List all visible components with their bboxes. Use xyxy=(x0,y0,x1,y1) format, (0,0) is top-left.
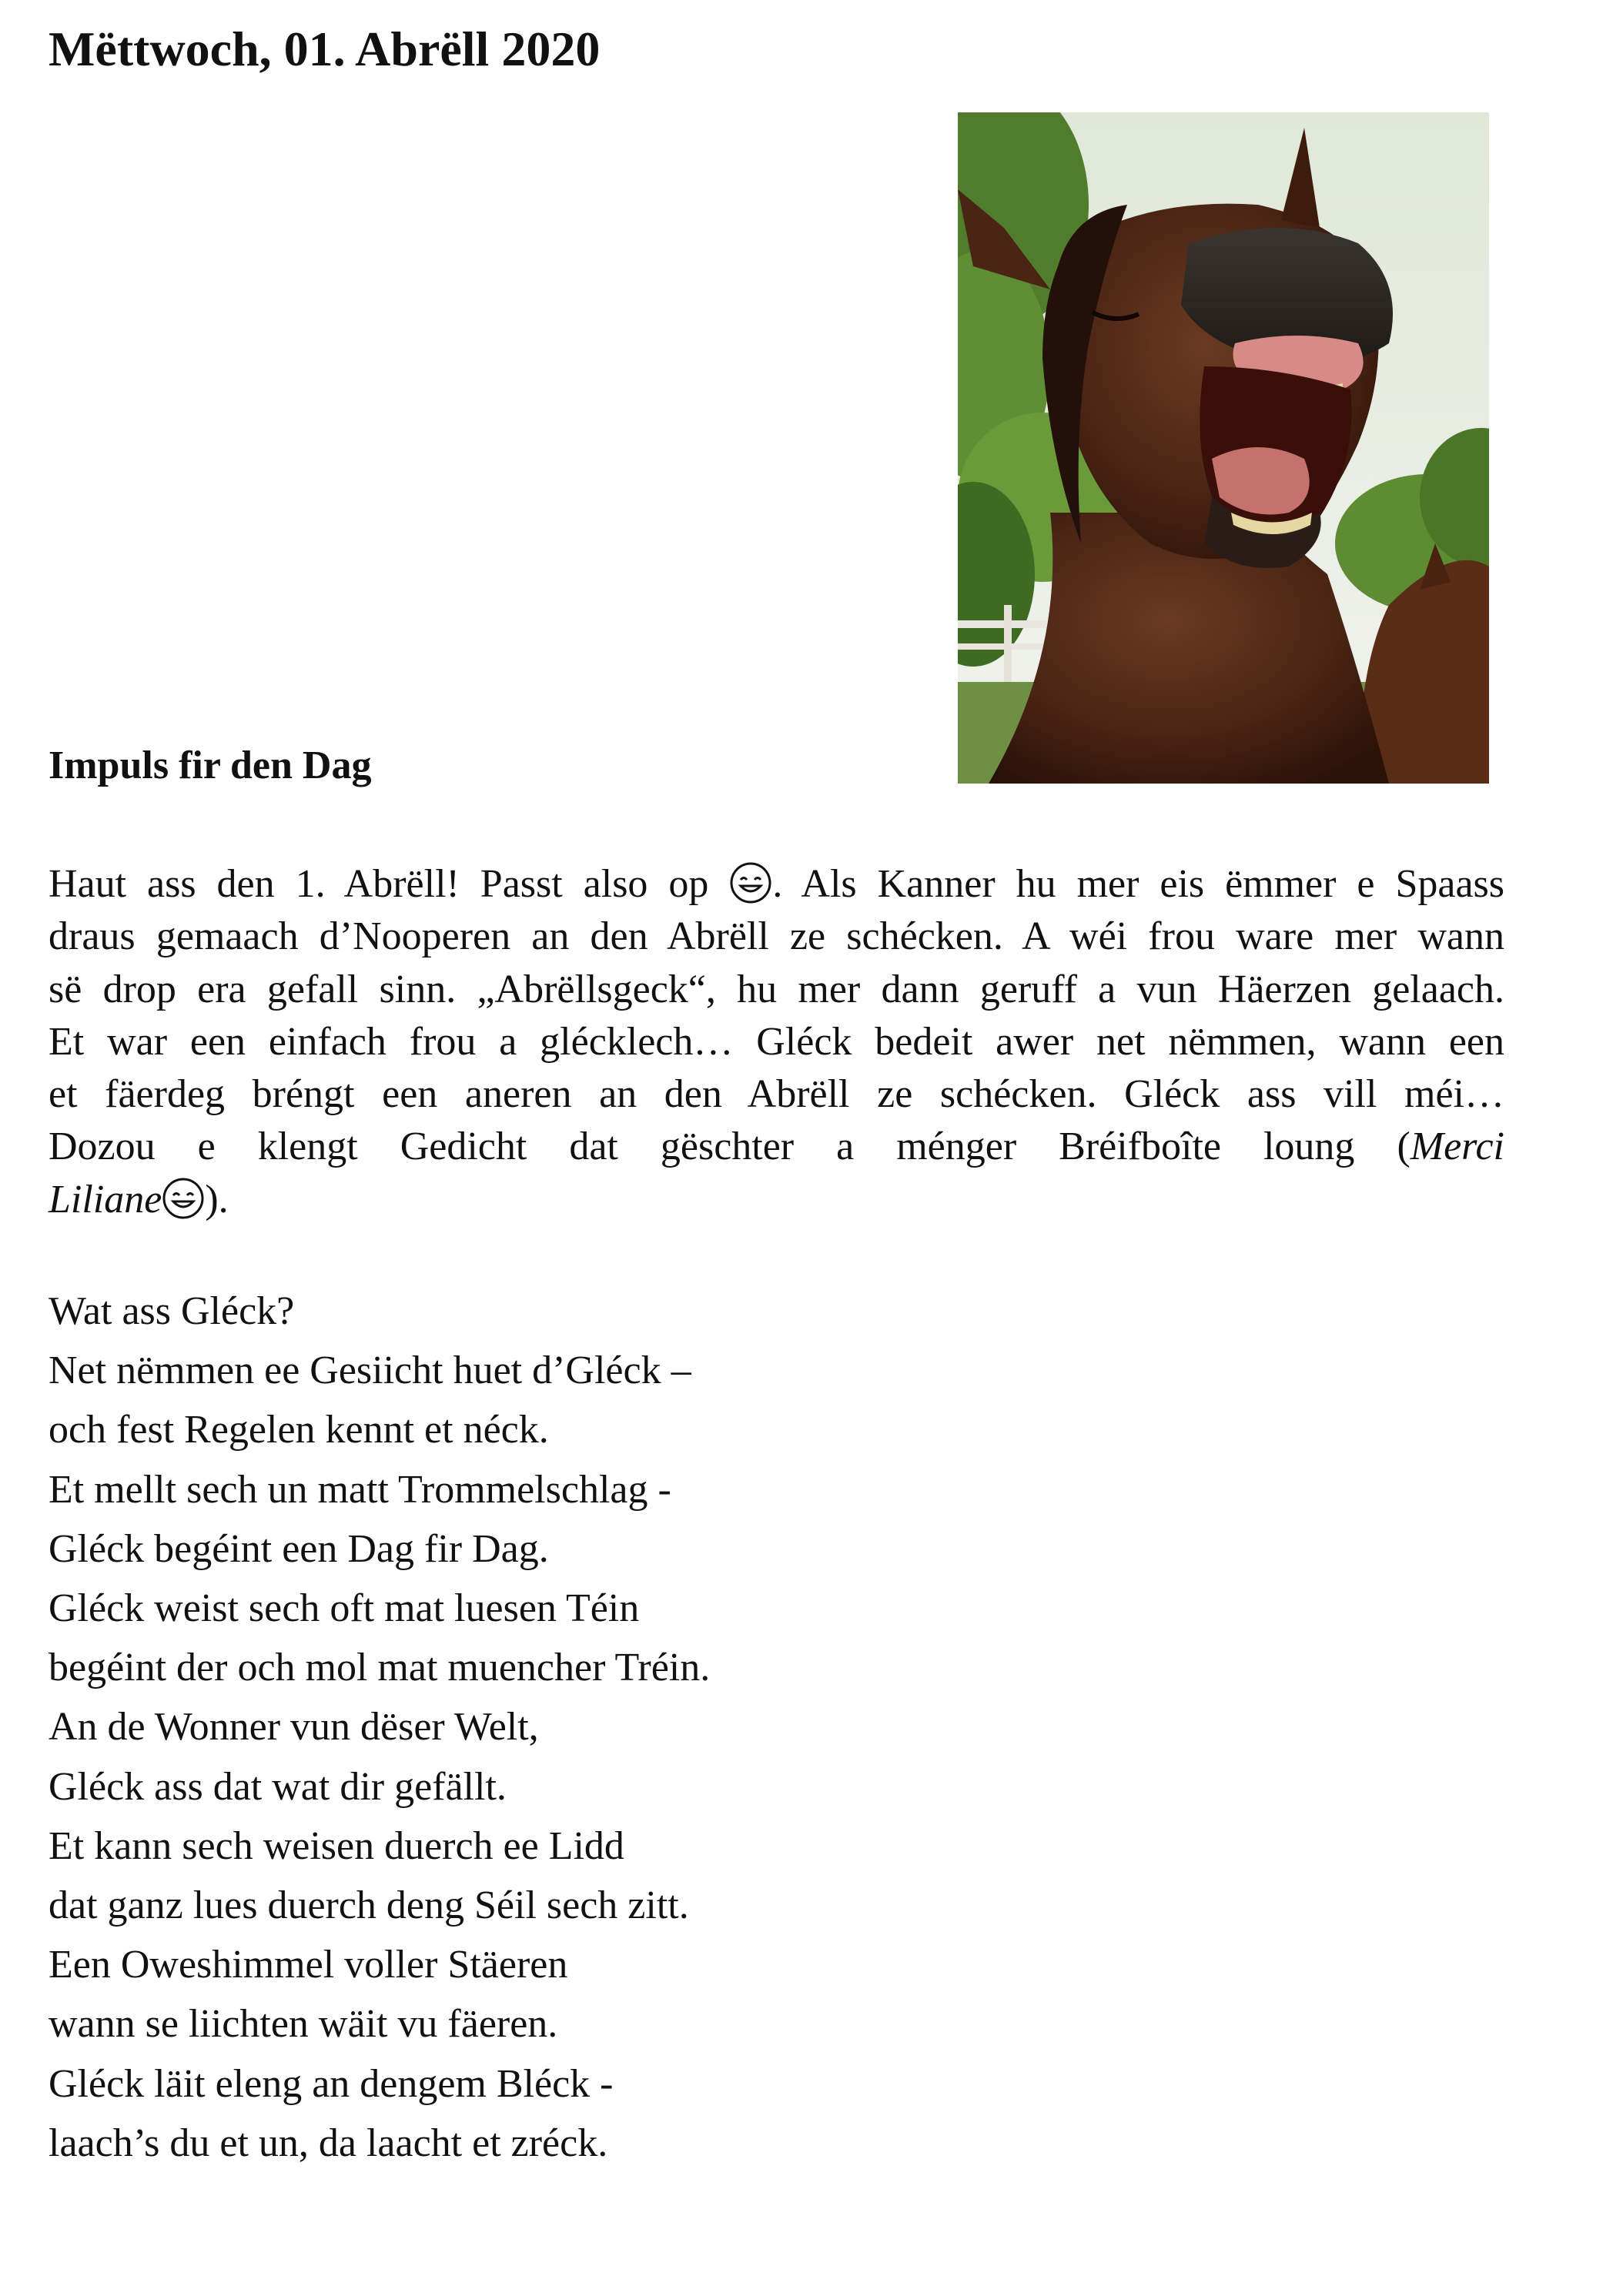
poem-line: Et mellt sech un matt Trommelschlag - xyxy=(49,1467,671,1512)
laughing-horse-image xyxy=(958,112,1489,784)
intro-line: Haut ass den 1. Abrëll! Passt also op . Als Kanner hu mer eis ëmmer e Spaass xyxy=(49,862,1504,906)
date-header: Mëttwoch, 01. Abrëll 2020 xyxy=(49,22,601,76)
poem-line: och fest Regelen kennt et néck. xyxy=(49,1408,549,1452)
poem-line: laach’s du et un, da laacht et zréck. xyxy=(49,2121,608,2165)
poem-line: An de Wonner vun dëser Welt, xyxy=(49,1705,539,1750)
poem-line: Gléck läit eleng an dengem Bléck - xyxy=(49,2061,614,2106)
poem-line: Gléck weist sech oft mat luesen Téin xyxy=(49,1586,640,1631)
poem-line: Gléck ass dat wat dir gefällt. xyxy=(49,1764,507,1809)
intro-line: draus gemaach d’Nooperen an den Abrëll ze schécken. A wéi frou ware mer wann xyxy=(49,914,1504,959)
poem-line: Wat ass Gléck? xyxy=(49,1289,295,1333)
poem-line: wann se liichten wäit vu fäeren. xyxy=(49,2002,558,2047)
poem xyxy=(49,1282,710,2173)
poem-line: Et kann sech weisen duerch ee Lidd xyxy=(49,1823,624,1868)
intro-line: Et war een einfach frou a glécklech… Gléck bedeit awer net nëmmen, wann een xyxy=(49,1019,1504,1064)
intro-line: Dozou e klengt Gedicht dat gëschter a ménger Bréifboîte loung (Merci xyxy=(49,1125,1504,1169)
smiley-icon xyxy=(162,1177,205,1220)
intro-line: et fäerdeg bréngt een aneren an den Abrëll ze schécken. Gléck ass vill méi… xyxy=(49,1072,1504,1117)
intro-paragraph xyxy=(49,858,1504,1226)
poem-line: Een Oweshimmel voller Stäeren xyxy=(49,1943,568,1987)
poem-line: Net nëmmen ee Gesiicht huet d’Gléck – xyxy=(49,1349,691,1393)
intro-line: së drop era gefall sinn. „Abrëllsgeck“, hu mer dann geruff a vun Häerzen gelaach. xyxy=(49,967,1504,1011)
section-title: Impuls fir den Dag xyxy=(49,744,372,787)
poem-line: Gléck begéint een Dag fir Dag. xyxy=(49,1526,549,1571)
smiley-icon xyxy=(729,861,772,904)
horse-illustration xyxy=(958,112,1489,784)
poem-line: begéint der och mol mat muencher Tréin. xyxy=(49,1646,711,1690)
poem-line: dat ganz lues duerch deng Séil sech zitt. xyxy=(49,1883,689,1928)
intro-line: Liliane ). xyxy=(49,1177,229,1222)
